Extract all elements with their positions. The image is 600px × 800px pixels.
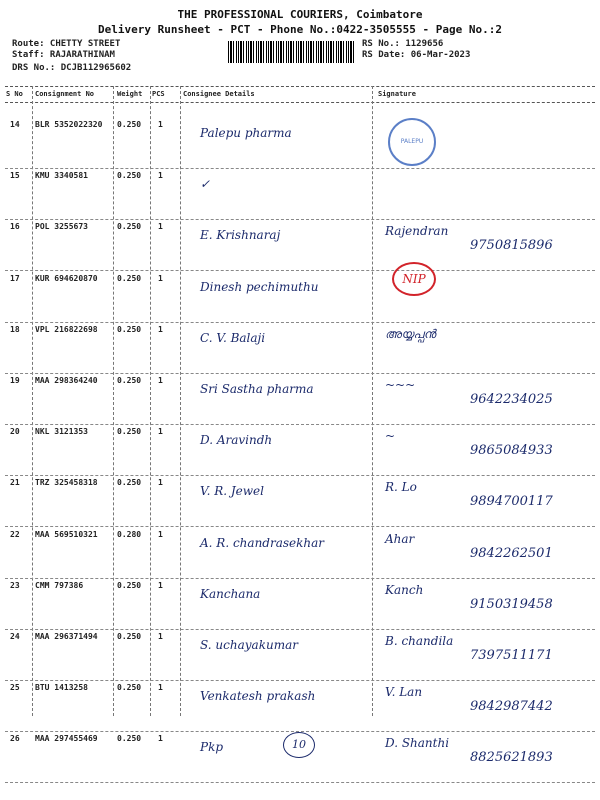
row-sno: 18: [10, 324, 20, 334]
row-pcs: 1: [158, 580, 163, 590]
row-sno: 22: [10, 529, 20, 539]
row-consignee: C. V. Balaji: [200, 330, 266, 345]
row-consignment: MAA 296371494: [35, 632, 98, 641]
table-row: [0, 374, 600, 425]
header-rule-top: [5, 86, 595, 87]
company-title: THE PROFESSIONAL COURIERS, Coimbatore: [177, 8, 423, 21]
row-consignment: CMM 797386: [35, 580, 84, 590]
row-weight: 0.250: [117, 222, 142, 232]
row-phone: 9642234025: [470, 392, 553, 407]
drs-number: DRS No.: DCJB112965602: [12, 63, 132, 73]
row-phone: 9842262501: [470, 545, 553, 561]
row-sno: 24: [10, 632, 20, 641]
barcode: [228, 41, 354, 63]
row-sno: 15: [10, 171, 20, 181]
row-weight: 0.250: [117, 171, 142, 181]
row-pcs: 1: [158, 683, 163, 693]
row-consignee: Dinesh pechimuthu: [200, 279, 319, 294]
row-pcs: 1: [158, 376, 163, 385]
row-pcs: 1: [158, 120, 163, 129]
table-row: [0, 681, 600, 732]
row-weight: 0.250: [117, 376, 142, 385]
row-consignee: Pkp: [200, 740, 224, 755]
row-consignment: BTU 1413258: [35, 683, 88, 693]
row-weight: 0.280: [117, 529, 142, 539]
row-weight: 0.250: [117, 427, 142, 437]
row-consignee: E. Krishnaraj: [200, 228, 281, 243]
row-sno: 14: [10, 120, 20, 129]
row-consignee: Palepu pharma: [200, 126, 292, 140]
table-row: [0, 272, 600, 323]
row-phone: 7397511171: [470, 648, 553, 663]
row-sno: 21: [10, 478, 20, 488]
company-stamp: PALEPU: [388, 118, 436, 166]
row-consignment: MAA 297455469: [35, 734, 98, 744]
row-pcs: 1: [158, 478, 163, 488]
row-pcs: 1: [158, 222, 163, 232]
row-signature: അയ്യപ്പൻ: [385, 326, 436, 341]
row-consignment: TRZ 325458318: [35, 478, 98, 488]
table-row: [0, 118, 600, 169]
row-sno: 16: [10, 222, 20, 232]
header-rule-bottom: [5, 102, 595, 103]
row-sno: 19: [10, 376, 20, 385]
row-consignment: MAA 569510321: [35, 529, 98, 539]
row-weight: 0.250: [117, 120, 142, 129]
rs-date: RS Date: 06-Mar-2023: [362, 50, 471, 60]
col-pcs: PCS: [152, 90, 165, 98]
row-consignee: Kanchana: [200, 586, 261, 601]
nip-stamp: NIP: [392, 262, 436, 296]
row-pcs: 1: [158, 171, 163, 181]
table-row: [0, 220, 600, 271]
row-consignment: KMU 3340581: [35, 171, 88, 181]
row-consignment: NKL 3121353: [35, 427, 88, 437]
row-signature: ~~~: [385, 378, 416, 392]
row-sno: 20: [10, 427, 20, 437]
row-consignment: VPL 216822698: [35, 324, 98, 334]
row-sno: 25: [10, 683, 20, 693]
table-row: [0, 425, 600, 476]
row-sno: 23: [10, 580, 20, 590]
table-row: [0, 476, 600, 527]
row-signature: Ahar: [385, 531, 415, 546]
row-sno: 17: [10, 273, 20, 283]
row-signature: D. Shanthi: [385, 736, 450, 751]
row-consignee: V. R. Jewel: [200, 484, 264, 499]
col-consignment: Consignment No: [35, 90, 95, 98]
col-signature: Signature: [378, 90, 416, 98]
page-mark: 10: [283, 732, 315, 758]
row-pcs: 1: [158, 273, 163, 283]
row-weight: 0.250: [117, 734, 142, 744]
row-signature: Kanch: [385, 582, 424, 597]
row-consignment: POL 3255673: [35, 222, 88, 232]
row-pcs: 1: [158, 324, 163, 334]
table-row: [0, 579, 600, 630]
row-pcs: 1: [158, 632, 163, 641]
row-weight: 0.250: [117, 273, 142, 283]
row-sno: 26: [10, 734, 20, 744]
row-signature: B. chandila: [385, 634, 454, 648]
row-consignment: MAA 298364240: [35, 376, 98, 385]
row-phone: 9865084933: [470, 443, 553, 459]
col-weight: Weight: [117, 90, 143, 98]
table-row: [0, 528, 600, 579]
table-row: [0, 323, 600, 374]
row-consignee: Venkatesh prakash: [200, 689, 316, 704]
row-consignee: S. uchayakumar: [200, 638, 298, 652]
table-row: [0, 169, 600, 220]
row-phone: 9894700117: [470, 494, 553, 510]
row-phone: 9150319458: [470, 596, 553, 612]
row-pcs: 1: [158, 427, 163, 437]
row-phone: 9842987442: [470, 699, 553, 715]
row-weight: 0.250: [117, 580, 142, 590]
row-consignee: Sri Sastha pharma: [200, 382, 314, 396]
row-phone: 8825621893: [470, 750, 553, 766]
col-sno: S No: [6, 90, 23, 98]
row-weight: 0.250: [117, 478, 142, 488]
row-divider: [5, 782, 595, 783]
row-pcs: 1: [158, 734, 163, 744]
rs-number: RS No.: 1129656: [362, 39, 444, 49]
row-consignee: A. R. chandrasekhar: [200, 535, 325, 550]
staff-label: Staff: RAJARATHINAM: [12, 50, 115, 60]
row-pcs: 1: [158, 529, 163, 539]
row-weight: 0.250: [117, 632, 142, 641]
row-signature: Rajendran: [385, 224, 449, 239]
row-consignment: BLR 5352022320: [35, 120, 103, 129]
row-weight: 0.250: [117, 324, 142, 334]
row-signature: ~: [385, 429, 396, 444]
row-consignee: ✓: [200, 177, 211, 192]
row-phone: 9750815896: [470, 238, 553, 254]
row-consignment: KUR 694620870: [35, 273, 98, 283]
row-signature: V. Lan: [385, 685, 423, 700]
table-row: [0, 630, 600, 681]
col-consignee: Consignee Details: [183, 90, 255, 98]
route-label: Route: CHETTY STREET: [12, 39, 121, 49]
row-weight: 0.250: [117, 683, 142, 693]
row-consignee: D. Aravindh: [200, 433, 273, 448]
runsheet-title: Delivery Runsheet - PCT - Phone No.:0422-3505555 - Page No.:2: [98, 23, 502, 36]
row-signature: R. Lo: [385, 480, 417, 495]
